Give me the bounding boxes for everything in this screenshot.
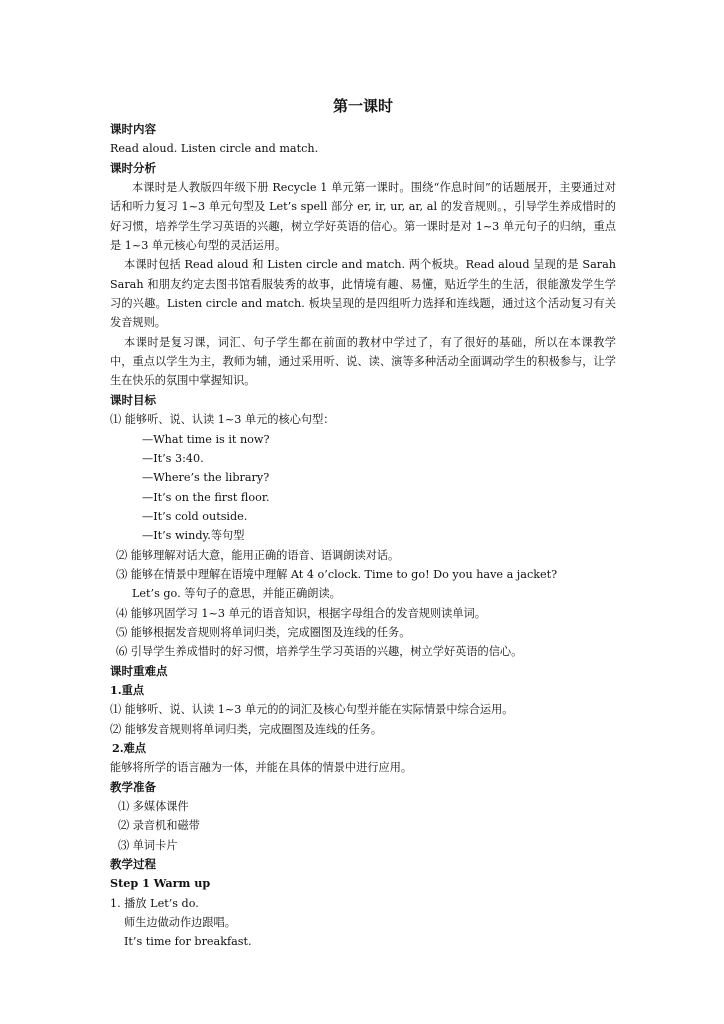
step-line: 师生边做动作边跟唱。 — [124, 916, 236, 930]
prep-item: ⑴ 多媒体课件 — [118, 800, 189, 814]
goal-item: ⑶ 能够在情景中理解在语境中理解 At 4 o’clock. Time to go! Do you have a jacket? — [116, 567, 558, 581]
analysis-heading: 课时分析 — [110, 160, 156, 175]
analysis-paragraph: 本课时是人教版四年级下册 Recycle 1 单元第一课时。围绕“作息时间”的话题展开，主要通过对话和听力复习 1~3 单元句型及 Let’s spell 部分 er, ir, ur, ar, al 的发音规则。，引导学生养成惜时的好习惯，培养学生学习英语的兴趣，树立学好英语的信心。第一课时是对 1~3 单元句子的归纳，重点是 1~3 单元核心句型的灵活运用。 — [110, 181, 616, 253]
dialogue-line: —What time is it now? — [142, 432, 270, 446]
process-heading: 教学过程 — [110, 857, 156, 872]
step-heading: Step 1 Warm up — [110, 876, 211, 891]
content-heading: 课时内容 — [110, 122, 156, 136]
prep-item: ⑵ 录音机和磁带 — [118, 819, 200, 833]
step-item: 1. 播放 Let’s do. — [110, 896, 199, 910]
goal-item: ⑹ 引导学生养成惜时的好习惯，培养学生学习英语的兴趣，树立学好英语的信心。 — [116, 645, 523, 659]
analysis-paragraph: 本课时是复习课，词汇、句子学生都在前面的教材中学过了，有了很好的基础，所以在本课教学中，重点以学生为主，教师为辅，通过采用听、说、读、演等多种活动全面调动学生的积极参与，让学生在快乐的氛围中掌握知识。 — [110, 335, 616, 388]
prep-item: ⑶ 单词卡片 — [118, 838, 178, 852]
dialogue-line: —It’s windy.等句型 — [142, 529, 245, 543]
page-title: 第一课时 — [332, 97, 393, 115]
dialogue-line: —It’s cold outside. — [142, 509, 248, 523]
lesson-document — [110, 96, 616, 952]
goal-item: ⑷ 能够巩固学习 1~3 单元的语音知识，根据字母组合的发音规则读单词。 — [116, 606, 486, 620]
step-line: It’s time for breakfast. — [124, 935, 252, 949]
goals-heading: 课时目标 — [110, 392, 156, 407]
prep-heading: 教学准备 — [110, 779, 156, 794]
content-text: Read aloud. Listen circle and match. — [110, 142, 319, 156]
key1-heading: 1.重点 — [110, 682, 145, 697]
key1-item: ⑵ 能够发音规则将单词归类，完成圈图及连线的任务。 — [110, 722, 383, 736]
dialogue-line: —It’s on the first floor. — [142, 490, 270, 504]
key-heading: 课时重难点 — [110, 663, 168, 678]
dialogue-line: —It’s 3:40. — [142, 451, 204, 465]
key2-heading: 2.难点 — [112, 741, 147, 755]
goal-item: ⑵ 能够理解对话大意，能用正确的语音、语调朗读对话。 — [116, 548, 400, 562]
key1-item: ⑴ 能够听、说、认读 1~3 单元的的词汇及核心句型并能在实际情景中综合运用。 — [110, 703, 514, 717]
dialogue-line: —Where’s the library? — [142, 471, 270, 485]
key2-text: 能够将所学的语言融为一体，并能在具体的情景中进行应用。 — [110, 761, 413, 775]
goal-item: ⑸ 能够根据发音规则将单词归类，完成圈图及连线的任务。 — [116, 625, 411, 639]
goal-item-continued: Let’s go. 等句子的意思，并能正确朗读。 — [132, 587, 341, 601]
analysis-paragraph: 本课时包括 Read aloud 和 Listen circle and match. 两个板块。Read aloud 呈现的是 Sarah Sarah 和朋友约定去图书馆看服装秀的故事，此情境有趣、易懂，贴近学生的生活，很能激发学生学习的兴趣。Listen circle and match. 板块呈现的是四组听力选择和连线题，通过这个活动复习有关发音规则。 — [110, 258, 616, 330]
goal-item: ⑴ 能够听、说、认读 1~3 单元的核心句型： — [110, 413, 335, 427]
